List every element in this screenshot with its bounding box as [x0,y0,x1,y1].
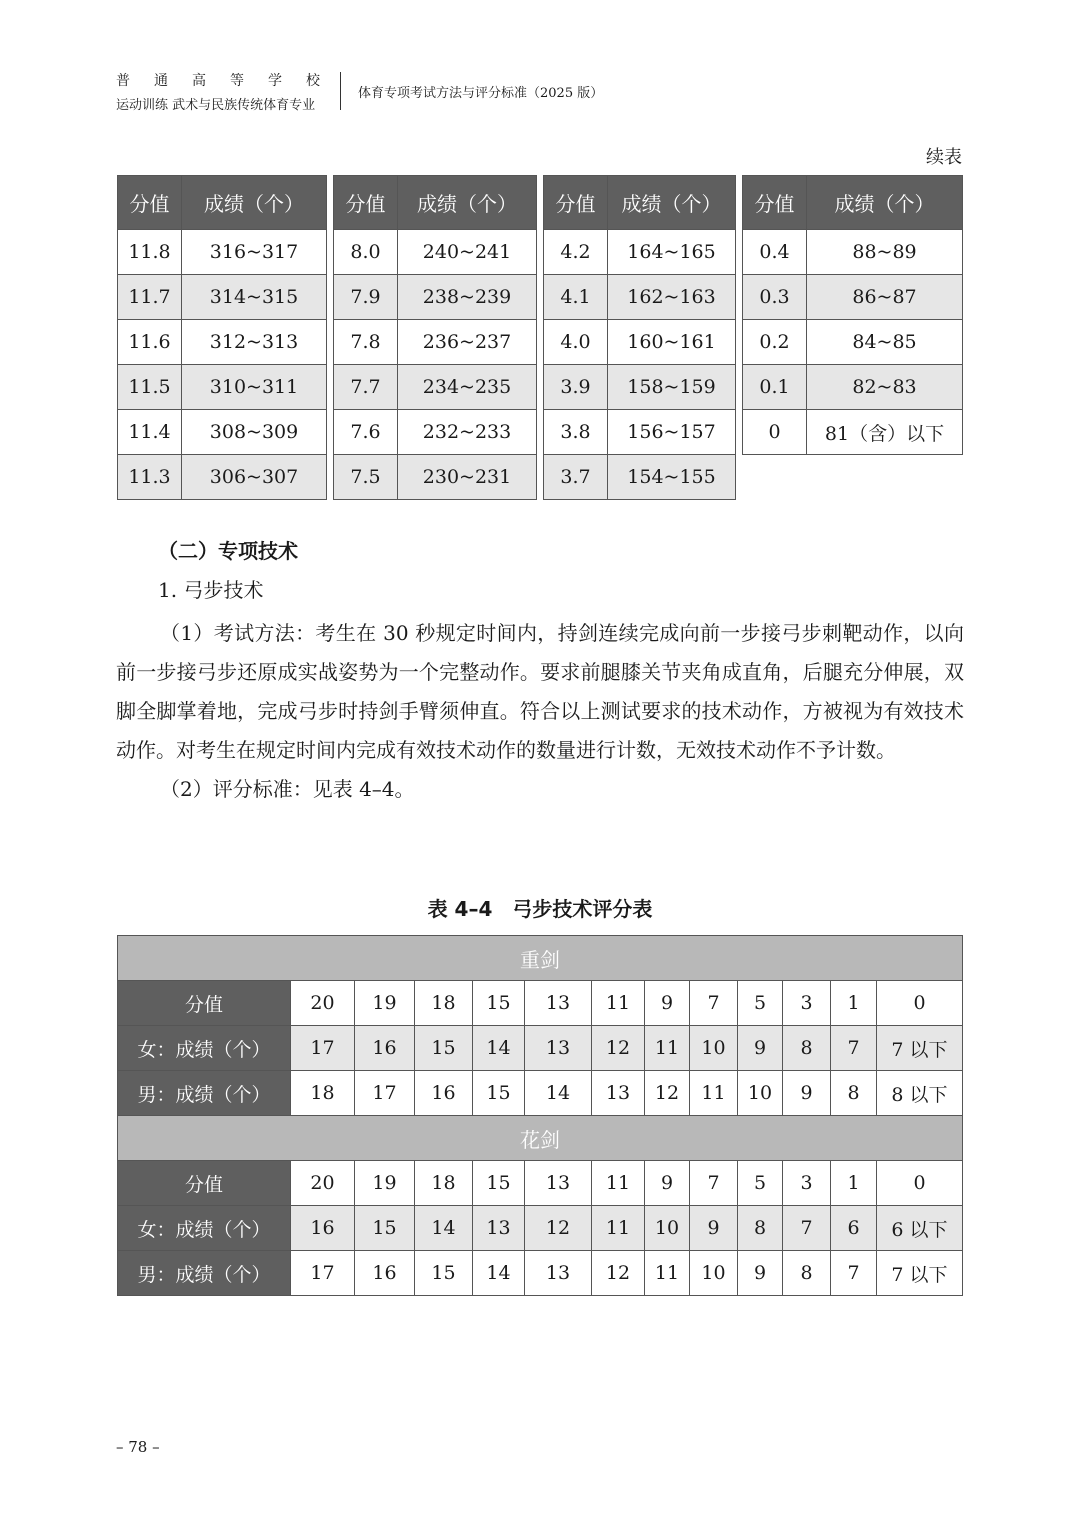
result-cell: 312~313 [182,320,327,365]
table-cell: 20 [291,981,355,1026]
table-cell: 7 [690,1161,738,1206]
score-cell: 11.8 [118,230,182,275]
result-cell: 164~165 [608,230,736,275]
table-cell: 14 [473,1026,525,1071]
table-cell: 8 [738,1206,783,1251]
table-cell: 15 [473,1161,525,1206]
table-row [118,1251,963,1296]
header-divider [340,72,341,110]
table-cell: 7 [783,1206,831,1251]
table-cell: 17 [355,1071,415,1116]
table-cell: 7 以下 [877,1251,963,1296]
table-caption: 表 4–4 弓步技术评分表 [427,897,653,921]
score-cell: 11.4 [118,410,182,455]
table-row [118,410,327,455]
table-cell: 12 [525,1206,592,1251]
table-row [544,365,736,410]
col-header-score: 分值 [743,176,807,230]
result-cell: 162~163 [608,275,736,320]
table-cell: 15 [473,1071,525,1116]
header-school: 普 通 高 等 学 校 [116,73,320,89]
score-cell: 7.9 [334,275,398,320]
table-cell: 13 [592,1071,645,1116]
score-cell: 0 [743,410,807,455]
table-row [743,410,963,455]
table-row [544,275,736,320]
table-row [118,981,963,1026]
table-row [118,320,327,365]
table-cell: 5 [738,1161,783,1206]
result-cell: 306~307 [182,455,327,500]
table-row [118,1026,963,1071]
table-cell: 8 [783,1251,831,1296]
col-header-result: 成绩（个） [608,176,736,230]
band-row [118,1116,963,1161]
score-cell: 3.7 [544,455,608,500]
table-cell: 3 [783,1161,831,1206]
table-row [334,365,537,410]
score-cell: 7.6 [334,410,398,455]
table-cell: 15 [355,1206,415,1251]
table-cell: 13 [525,981,592,1026]
table-cell: 0 [877,1161,963,1206]
table-row [544,410,736,455]
result-cell: 154~155 [608,455,736,500]
result-cell: 86~87 [807,275,963,320]
table-cell: 18 [415,1161,473,1206]
score-cell: 11.3 [118,455,182,500]
col-header-score: 分值 [334,176,398,230]
table-cell: 8 以下 [877,1071,963,1116]
row-header: 男：成绩（个） [118,1251,291,1296]
band-row [118,936,963,981]
table-row [118,455,327,500]
table-row [118,230,327,275]
table-cell: 10 [645,1206,690,1251]
table-row [118,1071,963,1116]
result-cell: 316~317 [182,230,327,275]
score-cell: 11.5 [118,365,182,410]
table-cell: 13 [525,1161,592,1206]
table-cell: 10 [738,1071,783,1116]
paragraph-exam-method: （1）考试方法：考生在 30 秒规定时间内，持剑连续完成向前一步接弓步刺靶动作，以向前一步接弓步还原成实战姿势为一个完整动作。要求前腿膝关节夹角成直角，后腿充分伸展，双脚全脚掌着地，完成弓步时持剑手臂须伸直。符合以上测试要求的技术动作，方被视为有效技术动作。对考生在规定时间内完成有效技术动作的数量进行计数，无效技术动作不予计数。 [116,621,964,762]
result-cell: 84~85 [807,320,963,365]
table-cell: 9 [645,1161,690,1206]
score-cell: 7.7 [334,365,398,410]
table-cell: 12 [592,1026,645,1071]
table-cell: 8 [831,1071,877,1116]
score-cell: 4.2 [544,230,608,275]
table-cell: 17 [291,1251,355,1296]
result-cell: 156~157 [608,410,736,455]
table-cell: 3 [783,981,831,1026]
row-header: 男：成绩（个） [118,1071,291,1116]
table-cell: 16 [291,1206,355,1251]
score-cell: 7.5 [334,455,398,500]
table-cell: 9 [738,1026,783,1071]
continued-label: 续表 [926,147,962,168]
header-left [116,70,326,113]
header-book-title: 体育专项考试方法与评分标准（2025 版） [358,86,604,101]
table-row [118,365,327,410]
result-cell: 160~161 [608,320,736,365]
paragraph-scoring: （2）评分标准：见表 4–4。 [160,777,415,801]
table-cell: 18 [291,1071,355,1116]
result-cell: 310~311 [182,365,327,410]
result-cell: 308~309 [182,410,327,455]
score-cell: 0.1 [743,365,807,410]
table-row [118,275,327,320]
table-cell: 14 [473,1251,525,1296]
score-cell: 7.8 [334,320,398,365]
table-cell: 16 [355,1026,415,1071]
table-cell: 15 [415,1026,473,1071]
table-row [334,275,537,320]
table-row [334,410,537,455]
lunge-score-table [117,935,963,1296]
table-cell: 11 [645,1251,690,1296]
table-cell: 14 [415,1206,473,1251]
row-header: 分值 [118,1161,291,1206]
table-cell: 9 [645,981,690,1026]
table-cell: 11 [645,1026,690,1071]
body-text [116,614,964,809]
table-row [544,230,736,275]
table-cell: 6 以下 [877,1206,963,1251]
table-cell: 13 [525,1251,592,1296]
table-cell: 13 [525,1026,592,1071]
result-cell: 88~89 [807,230,963,275]
page-number: – 78 – [116,1438,160,1456]
table-row [743,230,963,275]
row-header: 分值 [118,981,291,1026]
table-cell: 16 [415,1071,473,1116]
score-cell: 4.0 [544,320,608,365]
table-cell: 7 以下 [877,1026,963,1071]
score-cell: 3.9 [544,365,608,410]
table-cell: 18 [415,981,473,1026]
table-cell: 11 [592,981,645,1026]
header-major: 运动训练 武术与民族传统体育专业 [116,98,316,113]
table-cell: 17 [291,1026,355,1071]
result-cell: 314~315 [182,275,327,320]
table-cell: 1 [831,1161,877,1206]
table-row [334,455,537,500]
col-header-result: 成绩（个） [182,176,327,230]
table-cell: 6 [831,1206,877,1251]
table-row [743,275,963,320]
table-cell: 1 [831,981,877,1026]
table-cell: 10 [690,1026,738,1071]
table-cell: 7 [831,1026,877,1071]
table-row [118,1206,963,1251]
score-table-4 [742,175,963,455]
table-cell: 12 [592,1251,645,1296]
table-cell: 15 [415,1251,473,1296]
row-header: 女：成绩（个） [118,1026,291,1071]
result-cell: 230~231 [398,455,537,500]
table-row [118,1161,963,1206]
col-header-score: 分值 [544,176,608,230]
score-cell: 11.7 [118,275,182,320]
table-cell: 11 [690,1071,738,1116]
table-cell: 0 [877,981,963,1026]
table-row [544,320,736,365]
table-row [334,230,537,275]
weapon-band: 花剑 [118,1116,963,1161]
score-table-1 [117,175,327,500]
table-cell: 9 [738,1251,783,1296]
score-table-3 [543,175,736,500]
col-header-score: 分值 [118,176,182,230]
table-cell: 7 [690,981,738,1026]
table-cell: 20 [291,1161,355,1206]
score-cell: 0.2 [743,320,807,365]
table-row [743,365,963,410]
subsection-heading: 1. 弓步技术 [158,578,264,602]
section-heading: （二）专项技术 [158,539,298,563]
score-cell: 3.8 [544,410,608,455]
score-cell: 4.1 [544,275,608,320]
table-cell: 16 [355,1251,415,1296]
table-cell: 19 [355,981,415,1026]
table-cell: 11 [592,1161,645,1206]
score-table-2 [333,175,537,500]
table-cell: 14 [525,1071,592,1116]
table-cell: 8 [783,1026,831,1071]
row-header: 女：成绩（个） [118,1206,291,1251]
result-cell: 240~241 [398,230,537,275]
col-header-result: 成绩（个） [398,176,537,230]
weapon-band: 重剑 [118,936,963,981]
result-cell: 158~159 [608,365,736,410]
table-cell: 13 [473,1206,525,1251]
score-cell: 0.3 [743,275,807,320]
table-cell: 9 [690,1206,738,1251]
table-row [334,320,537,365]
table-cell: 19 [355,1161,415,1206]
table-cell: 12 [645,1071,690,1116]
result-cell: 238~239 [398,275,537,320]
score-cell: 11.6 [118,320,182,365]
result-cell: 81（含）以下 [807,410,963,455]
table-cell: 11 [592,1206,645,1251]
table-row [743,320,963,365]
table-cell: 9 [783,1071,831,1116]
table-cell: 5 [738,981,783,1026]
result-cell: 236~237 [398,320,537,365]
result-cell: 234~235 [398,365,537,410]
table-cell: 7 [831,1251,877,1296]
table-cell: 10 [690,1251,738,1296]
result-cell: 232~233 [398,410,537,455]
result-cell: 82~83 [807,365,963,410]
score-cell: 0.4 [743,230,807,275]
table-row [544,455,736,500]
table-cell: 15 [473,981,525,1026]
col-header-result: 成绩（个） [807,176,963,230]
score-cell: 8.0 [334,230,398,275]
